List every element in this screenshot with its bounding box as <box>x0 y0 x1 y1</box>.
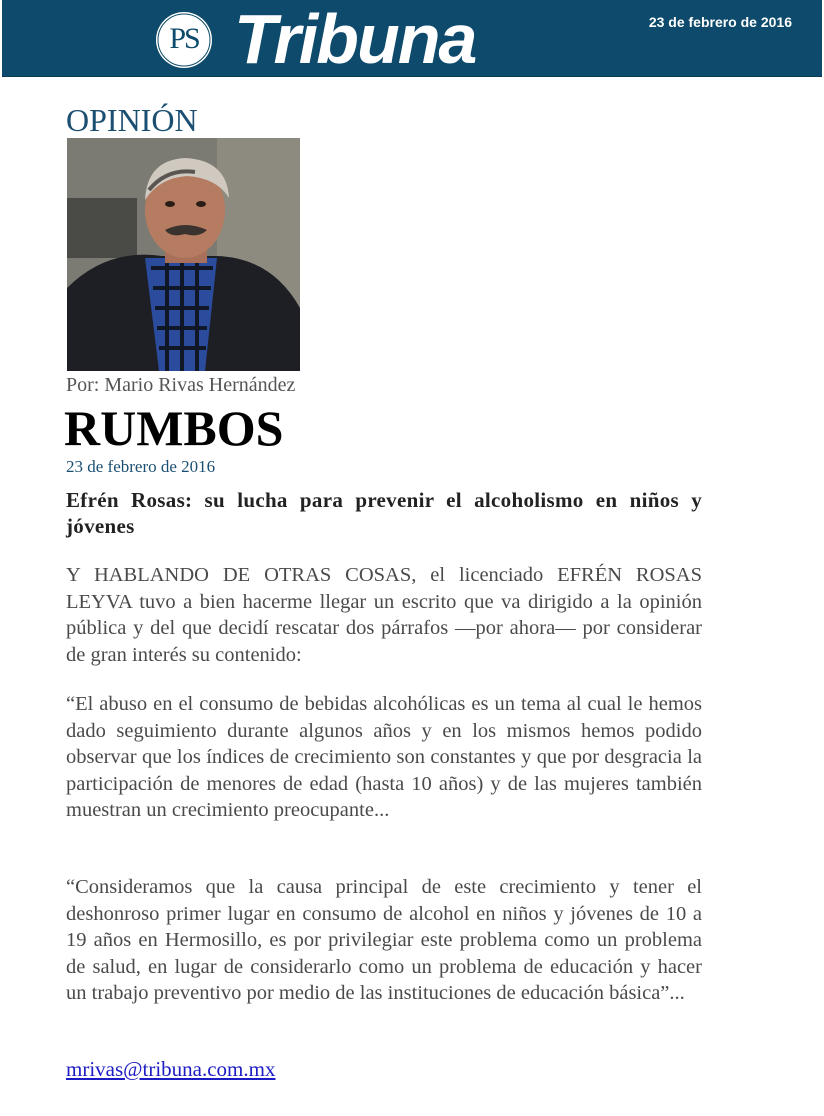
author-photo <box>67 138 300 371</box>
header-date: 23 de febrero de 2016 <box>648 14 792 30</box>
column-date: 23 de febrero de 2016 <box>66 457 216 476</box>
ps-logo <box>156 12 212 68</box>
article-paragraph: Y HABLANDO DE OTRAS COSAS, el licenciado EFRÉN ROSAS LEYVA tuvo a bien hacerme llegar un escrito que va dirigido a la opinión pública y del que decidí rescatar dos párrafos —por ahora— por considerar de gran interés su contenido: <box>66 564 702 666</box>
article-headline: Efrén Rosas: su lucha para prevenir el alcoholismo en niños y jóvenes <box>66 488 702 538</box>
section-label: OPINIÓN <box>66 102 198 138</box>
column-title: RUMBOS <box>64 400 284 456</box>
author-email-link[interactable]: mrivas@tribuna.com.mx <box>66 1057 276 1081</box>
article-paragraph: “Consideramos que la causa principal de este crecimiento y tener el deshonroso primer lugar en consumo de alcohol en niños y jóvenes de 10 a 19 años en Hermosillo, es por privilegiar este problema como un problema de salud, en lugar de considerarlo como un problema de educación y hacer un trabajo preventivo por medio de las instituciones de educación básica”... <box>66 876 702 1004</box>
article-paragraph: “El abuso en el consumo de bebidas alcohólicas es un tema al cual le hemos dado seguimiento durante algunos años y en los mismos hemos podido observar que los índices de crecimiento son constantes y que por desgracia la participación de menores de edad (hasta 10 años) y de las mujeres también muestran un crecimiento preocupante... <box>66 693 702 821</box>
author-portrait-image <box>67 138 300 371</box>
masthead <box>2 0 822 77</box>
author-byline: Por: Mario Rivas Hernández <box>66 374 296 396</box>
brand-name: Tribuna <box>234 0 476 78</box>
logo-letters: PS <box>169 22 199 55</box>
